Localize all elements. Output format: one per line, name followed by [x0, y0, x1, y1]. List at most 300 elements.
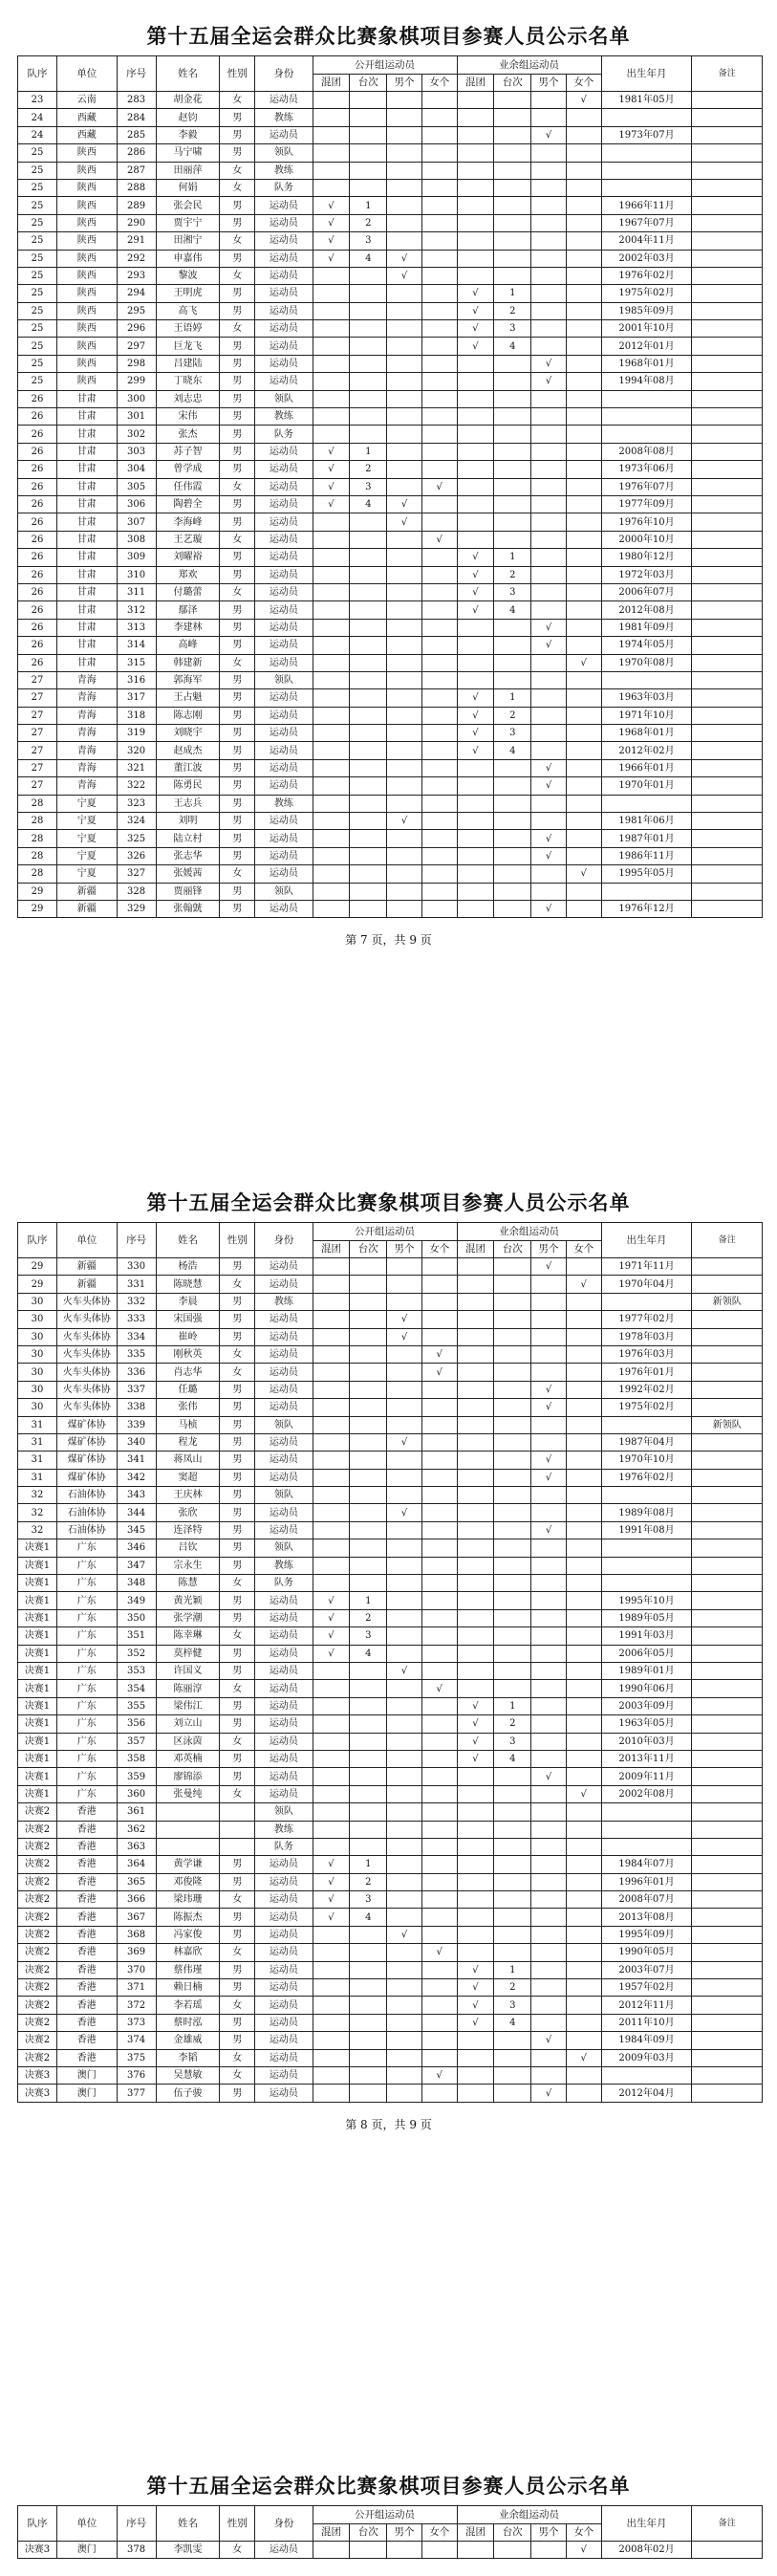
- cell-amateur-board: [494, 1627, 531, 1645]
- cell-open-female: [421, 179, 457, 196]
- cell-role: 运动员: [255, 1733, 313, 1750]
- table-row: [18, 1416, 763, 1433]
- cell-open-team: [313, 1821, 350, 1838]
- cell-birth: [601, 162, 692, 179]
- table-row: [18, 1873, 763, 1890]
- cell-open-board: [350, 1926, 387, 1943]
- cell-name: 王明虎: [156, 285, 220, 302]
- cell-amateur-team: [457, 355, 494, 372]
- cell-note: [692, 2542, 763, 2559]
- cell-role: 运动员: [255, 1399, 313, 1416]
- cell-birth: [601, 408, 692, 426]
- cell-open-board: 1: [350, 197, 387, 214]
- cell-open-male: [387, 566, 422, 583]
- cell-note: [692, 619, 763, 636]
- cell-amateur-female: [566, 1697, 601, 1714]
- cell-no: 346: [117, 1539, 156, 1557]
- table-row: [18, 1557, 763, 1574]
- cell-amateur-board: [494, 197, 531, 214]
- cell-seq: 决赛3: [18, 2542, 57, 2559]
- cell-open-female: [421, 865, 457, 883]
- cell-no: 323: [117, 795, 156, 812]
- cell-open-team: [313, 1733, 350, 1750]
- cell-note: [692, 1504, 763, 1521]
- cell-unit: 陕西: [57, 214, 118, 231]
- cell-amateur-male: [531, 2542, 567, 2559]
- cell-amateur-board: [494, 478, 531, 495]
- cell-open-male: [387, 390, 422, 407]
- cell-amateur-female: √: [566, 1785, 601, 1802]
- cell-role: 运动员: [255, 443, 313, 460]
- cell-amateur-team: [457, 813, 494, 830]
- cell-unit: 广东: [57, 1645, 118, 1662]
- cell-open-board: [350, 1416, 387, 1433]
- cell-amateur-female: [566, 1452, 601, 1469]
- cell-no: 319: [117, 725, 156, 742]
- header-amateur-board: 台次: [494, 1241, 531, 1258]
- cell-seq: 决赛2: [18, 1997, 57, 2014]
- cell-role: 运动员: [255, 1609, 313, 1626]
- cell-amateur-female: [566, 302, 601, 319]
- cell-open-male: [387, 2032, 422, 2049]
- page-8: [0, 1184, 777, 2135]
- cell-open-board: [350, 1276, 387, 1293]
- cell-birth: 2003年09月: [601, 1697, 692, 1714]
- cell-open-female: [421, 1416, 457, 1433]
- table-row: [18, 1821, 763, 1838]
- cell-open-board: 3: [350, 1627, 387, 1645]
- cell-sex: 男: [220, 601, 255, 619]
- cell-name: 马宁啸: [156, 144, 220, 162]
- table-row: [18, 531, 763, 548]
- cell-open-female: [421, 1521, 457, 1539]
- cell-amateur-board: [494, 2049, 531, 2066]
- cell-open-team: √: [313, 1891, 350, 1909]
- cell-amateur-team: [457, 1452, 494, 1469]
- cell-amateur-team: [457, 795, 494, 812]
- table-row: [18, 355, 763, 372]
- table-row: [18, 1487, 763, 1504]
- cell-amateur-male: [531, 742, 567, 759]
- cell-note: [692, 1645, 763, 1662]
- cell-no: 310: [117, 566, 156, 583]
- cell-note: [692, 865, 763, 883]
- cell-seq: 31: [18, 1469, 57, 1486]
- cell-amateur-board: 2: [494, 1979, 531, 1997]
- cell-open-male: [387, 1521, 422, 1539]
- cell-open-female: [421, 2032, 457, 2049]
- table-row: [18, 1258, 763, 1276]
- cell-amateur-female: [566, 1944, 601, 1961]
- cell-amateur-female: [566, 1381, 601, 1398]
- cell-no: 322: [117, 777, 156, 795]
- cell-amateur-board: 3: [494, 1733, 531, 1750]
- cell-amateur-board: [494, 1539, 531, 1557]
- cell-name: 蒋凤山: [156, 1452, 220, 1469]
- cell-amateur-male: [531, 1979, 567, 1997]
- cell-birth: 1973年07月: [601, 126, 692, 143]
- cell-amateur-female: [566, 707, 601, 724]
- header-no: 序号: [117, 2506, 156, 2542]
- header-open-female: 女个: [421, 1241, 457, 1258]
- cell-open-female: [421, 2085, 457, 2102]
- cell-open-female: [421, 1979, 457, 1997]
- cell-no: 298: [117, 355, 156, 372]
- cell-sex: 男: [220, 847, 255, 864]
- cell-name: 董江波: [156, 759, 220, 776]
- cell-note: [692, 250, 763, 267]
- cell-no: 315: [117, 654, 156, 671]
- cell-amateur-team: [457, 1909, 494, 1926]
- cell-no: 287: [117, 162, 156, 179]
- cell-note: [692, 1997, 763, 2014]
- cell-open-team: [313, 179, 350, 196]
- cell-sex: [220, 1821, 255, 1838]
- cell-birth: 1970年04月: [601, 1276, 692, 1293]
- cell-open-female: √: [421, 478, 457, 495]
- table-row: [18, 1997, 763, 2014]
- cell-open-board: [350, 689, 387, 707]
- cell-seq: 31: [18, 1452, 57, 1469]
- cell-open-board: [350, 1504, 387, 1521]
- header-amateur-group: 业余组运动员: [457, 56, 601, 75]
- cell-role: 运动员: [255, 478, 313, 495]
- cell-open-female: [421, 689, 457, 707]
- cell-open-board: [350, 654, 387, 671]
- cell-amateur-team: √: [457, 1733, 494, 1750]
- cell-name: 吕建陆: [156, 355, 220, 372]
- table-row: [18, 1399, 763, 1416]
- cell-open-team: [313, 1715, 350, 1733]
- cell-amateur-board: [494, 443, 531, 460]
- cell-note: [692, 1469, 763, 1486]
- table-row: [18, 1856, 763, 1873]
- cell-amateur-female: [566, 179, 601, 196]
- cell-sex: 男: [220, 355, 255, 372]
- cell-sex: 男: [220, 2014, 255, 2031]
- cell-open-team: √: [313, 1609, 350, 1626]
- cell-amateur-team: [457, 1926, 494, 1943]
- cell-unit: 煤矿体协: [57, 1433, 118, 1451]
- cell-unit: 火车头体协: [57, 1328, 118, 1345]
- cell-name: 贾宇宁: [156, 214, 220, 231]
- cell-role: 运动员: [255, 1627, 313, 1645]
- cell-open-female: √: [421, 1680, 457, 1697]
- cell-no: 335: [117, 1345, 156, 1363]
- cell-open-board: [350, 1539, 387, 1557]
- cell-amateur-male: [531, 1627, 567, 1645]
- cell-amateur-board: [494, 654, 531, 671]
- cell-amateur-female: [566, 671, 601, 688]
- cell-amateur-male: [531, 725, 567, 742]
- cell-amateur-female: [566, 900, 601, 917]
- cell-seq: 决赛3: [18, 2066, 57, 2084]
- cell-role: 运动员: [255, 126, 313, 143]
- cell-sex: 男: [220, 1768, 255, 1785]
- cell-open-board: [350, 1961, 387, 1978]
- cell-open-female: [421, 671, 457, 688]
- cell-unit: 甘肃: [57, 566, 118, 583]
- cell-role: 运动员: [255, 619, 313, 636]
- cell-birth: 1987年01月: [601, 830, 692, 847]
- cell-role: 运动员: [255, 1944, 313, 1961]
- cell-amateur-female: [566, 408, 601, 426]
- table-row: [18, 478, 763, 495]
- cell-birth: 1963年03月: [601, 689, 692, 707]
- cell-role: 运动员: [255, 1997, 313, 2014]
- cell-amateur-female: [566, 162, 601, 179]
- cell-birth: 1966年11月: [601, 197, 692, 214]
- cell-amateur-team: [457, 531, 494, 548]
- cell-role: 运动员: [255, 338, 313, 355]
- roster-table: [17, 55, 763, 918]
- cell-unit: 火车头体协: [57, 1293, 118, 1310]
- cell-unit: 青海: [57, 707, 118, 724]
- header-note: 备注: [692, 2506, 763, 2542]
- table-row: [18, 777, 763, 795]
- cell-birth: [601, 1539, 692, 1557]
- cell-name: 刚秋英: [156, 1345, 220, 1363]
- cell-amateur-board: [494, 232, 531, 250]
- table-body: [18, 92, 763, 918]
- cell-seq: 27: [18, 759, 57, 776]
- cell-open-team: [313, 1311, 350, 1328]
- cell-note: [692, 478, 763, 495]
- cell-amateur-board: [494, 865, 531, 883]
- cell-unit: 香港: [57, 1909, 118, 1926]
- cell-open-team: [313, 2032, 350, 2049]
- cell-note: [692, 795, 763, 812]
- cell-amateur-male: [531, 795, 567, 812]
- cell-amateur-male: [531, 1697, 567, 1714]
- cell-sex: 男: [220, 373, 255, 390]
- cell-open-male: [387, 777, 422, 795]
- cell-amateur-male: √: [531, 355, 567, 372]
- cell-birth: 2006年07月: [601, 583, 692, 600]
- cell-no: 345: [117, 1521, 156, 1539]
- table-row: [18, 583, 763, 600]
- cell-unit: 宁夏: [57, 813, 118, 830]
- cell-amateur-team: [457, 2032, 494, 2049]
- cell-amateur-board: [494, 92, 531, 109]
- cell-amateur-male: [531, 1680, 567, 1697]
- header-open-male: 男个: [387, 75, 422, 92]
- cell-open-male: [387, 1592, 422, 1609]
- table-row: [18, 566, 763, 583]
- cell-unit: 甘肃: [57, 426, 118, 443]
- cell-open-female: [421, 302, 457, 319]
- cell-role: 运动员: [255, 197, 313, 214]
- cell-open-female: [421, 1873, 457, 1890]
- cell-amateur-team: [457, 2542, 494, 2559]
- cell-open-female: [421, 1609, 457, 1626]
- cell-birth: 1971年10月: [601, 707, 692, 724]
- cell-no: 329: [117, 900, 156, 917]
- cell-note: [692, 583, 763, 600]
- cell-note: [692, 1276, 763, 1293]
- cell-open-female: [421, 1891, 457, 1909]
- cell-sex: 男: [220, 214, 255, 231]
- cell-sex: 女: [220, 478, 255, 495]
- cell-sex: 男: [220, 1258, 255, 1276]
- cell-amateur-team: [457, 126, 494, 143]
- cell-amateur-team: [457, 865, 494, 883]
- header-unit: 单位: [57, 2506, 118, 2542]
- cell-seq: 决赛3: [18, 2085, 57, 2102]
- cell-birth: 2008年02月: [601, 2542, 692, 2559]
- cell-no: 317: [117, 689, 156, 707]
- cell-unit: 澳门: [57, 2542, 118, 2559]
- cell-name: 任伟霞: [156, 478, 220, 495]
- cell-name: 张曼纯: [156, 1785, 220, 1802]
- cell-amateur-male: [531, 179, 567, 196]
- cell-no: 326: [117, 847, 156, 864]
- cell-amateur-male: [531, 566, 567, 583]
- cell-amateur-board: [494, 1521, 531, 1539]
- cell-amateur-male: [531, 144, 567, 162]
- cell-open-female: [421, 1399, 457, 1416]
- cell-note: [692, 1381, 763, 1398]
- cell-name: 陈丽淳: [156, 1680, 220, 1697]
- cell-open-male: [387, 109, 422, 126]
- cell-amateur-male: [531, 1645, 567, 1662]
- cell-open-board: [350, 144, 387, 162]
- cell-birth: 2010年03月: [601, 1733, 692, 1750]
- table-row: [18, 1521, 763, 1539]
- page-footer: 第 8 页，共 9 页: [345, 2117, 432, 2131]
- cell-sex: 男: [220, 1539, 255, 1557]
- cell-amateur-female: [566, 777, 601, 795]
- cell-open-team: [313, 883, 350, 900]
- cell-amateur-male: [531, 1750, 567, 1767]
- table-row: [18, 144, 763, 162]
- cell-open-male: [387, 1627, 422, 1645]
- cell-amateur-male: √: [531, 830, 567, 847]
- table-row: [18, 1750, 763, 1767]
- cell-open-female: √: [421, 1944, 457, 1961]
- cell-open-team: [313, 285, 350, 302]
- cell-unit: 广东: [57, 1662, 118, 1679]
- cell-seq: 30: [18, 1364, 57, 1381]
- table-row: [18, 302, 763, 319]
- cell-note: [692, 671, 763, 688]
- cell-open-female: [421, 1662, 457, 1679]
- table-row: [18, 865, 763, 883]
- cell-amateur-male: [531, 1662, 567, 1679]
- header-note: 备注: [692, 1223, 763, 1258]
- cell-birth: 1985年09月: [601, 302, 692, 319]
- cell-role: 教练: [255, 1293, 313, 1310]
- table-row: [18, 250, 763, 267]
- cell-role: 运动员: [255, 566, 313, 583]
- cell-amateur-board: [494, 1276, 531, 1293]
- cell-amateur-female: √: [566, 92, 601, 109]
- cell-amateur-male: √: [531, 1768, 567, 1785]
- cell-sex: 男: [220, 1645, 255, 1662]
- cell-birth: [601, 426, 692, 443]
- cell-amateur-female: [566, 2085, 601, 2102]
- cell-amateur-board: 3: [494, 725, 531, 742]
- cell-amateur-female: [566, 619, 601, 636]
- cell-seq: 25: [18, 214, 57, 231]
- cell-role: 运动员: [255, 92, 313, 109]
- cell-amateur-team: [457, 513, 494, 531]
- cell-amateur-male: [531, 390, 567, 407]
- cell-amateur-female: √: [566, 1276, 601, 1293]
- header-amateur-female: 女个: [566, 2524, 601, 2542]
- table-body: [18, 1258, 763, 2103]
- cell-unit: 陕西: [57, 373, 118, 390]
- cell-amateur-team: [457, 1328, 494, 1345]
- cell-role: 运动员: [255, 2014, 313, 2031]
- cell-sex: 男: [220, 777, 255, 795]
- cell-note: [692, 707, 763, 724]
- cell-note: [692, 1838, 763, 1855]
- cell-unit: 煤矿体协: [57, 1416, 118, 1433]
- cell-role: 领队: [255, 1487, 313, 1504]
- table-row: [18, 1293, 763, 1310]
- cell-open-team: [313, 1680, 350, 1697]
- cell-role: 运动员: [255, 1592, 313, 1609]
- cell-open-board: 4: [350, 250, 387, 267]
- cell-no: 367: [117, 1909, 156, 1926]
- cell-seq: 25: [18, 232, 57, 250]
- cell-unit: 火车头体协: [57, 1399, 118, 1416]
- cell-role: 运动员: [255, 813, 313, 830]
- cell-open-male: [387, 601, 422, 619]
- cell-name: 赵成杰: [156, 742, 220, 759]
- cell-amateur-team: √: [457, 338, 494, 355]
- cell-open-male: [387, 1979, 422, 1997]
- cell-no: 302: [117, 426, 156, 443]
- cell-name: 伍子骏: [156, 2085, 220, 2102]
- cell-open-board: [350, 531, 387, 548]
- cell-open-male: [387, 1557, 422, 1574]
- cell-name: [156, 1838, 220, 1855]
- cell-amateur-team: √: [457, 1961, 494, 1978]
- cell-amateur-board: 4: [494, 1750, 531, 1767]
- cell-open-team: √: [313, 461, 350, 478]
- cell-open-female: [421, 214, 457, 231]
- header-amateur-male: 男个: [531, 1241, 567, 1258]
- cell-open-team: [313, 1469, 350, 1486]
- cell-note: [692, 1715, 763, 1733]
- cell-amateur-male: [531, 302, 567, 319]
- cell-unit: 广东: [57, 1715, 118, 1733]
- cell-seq: 决赛1: [18, 1557, 57, 1574]
- table-header: [18, 56, 763, 92]
- cell-seq: 32: [18, 1521, 57, 1539]
- cell-amateur-team: [457, 179, 494, 196]
- cell-amateur-female: √: [566, 654, 601, 671]
- cell-amateur-team: [457, 267, 494, 284]
- cell-amateur-team: [457, 443, 494, 460]
- cell-unit: 陕西: [57, 179, 118, 196]
- cell-amateur-team: [457, 1504, 494, 1521]
- cell-role: 运动员: [255, 725, 313, 742]
- header-unit: 单位: [57, 56, 118, 92]
- cell-amateur-board: [494, 619, 531, 636]
- cell-unit: 广东: [57, 1627, 118, 1645]
- cell-note: [692, 2014, 763, 2031]
- cell-amateur-board: [494, 1680, 531, 1697]
- cell-open-female: [421, 109, 457, 126]
- cell-open-team: [313, 865, 350, 883]
- cell-role: 运动员: [255, 1750, 313, 1767]
- cell-name: 连泽特: [156, 1521, 220, 1539]
- table-row: [18, 637, 763, 654]
- cell-amateur-male: [531, 267, 567, 284]
